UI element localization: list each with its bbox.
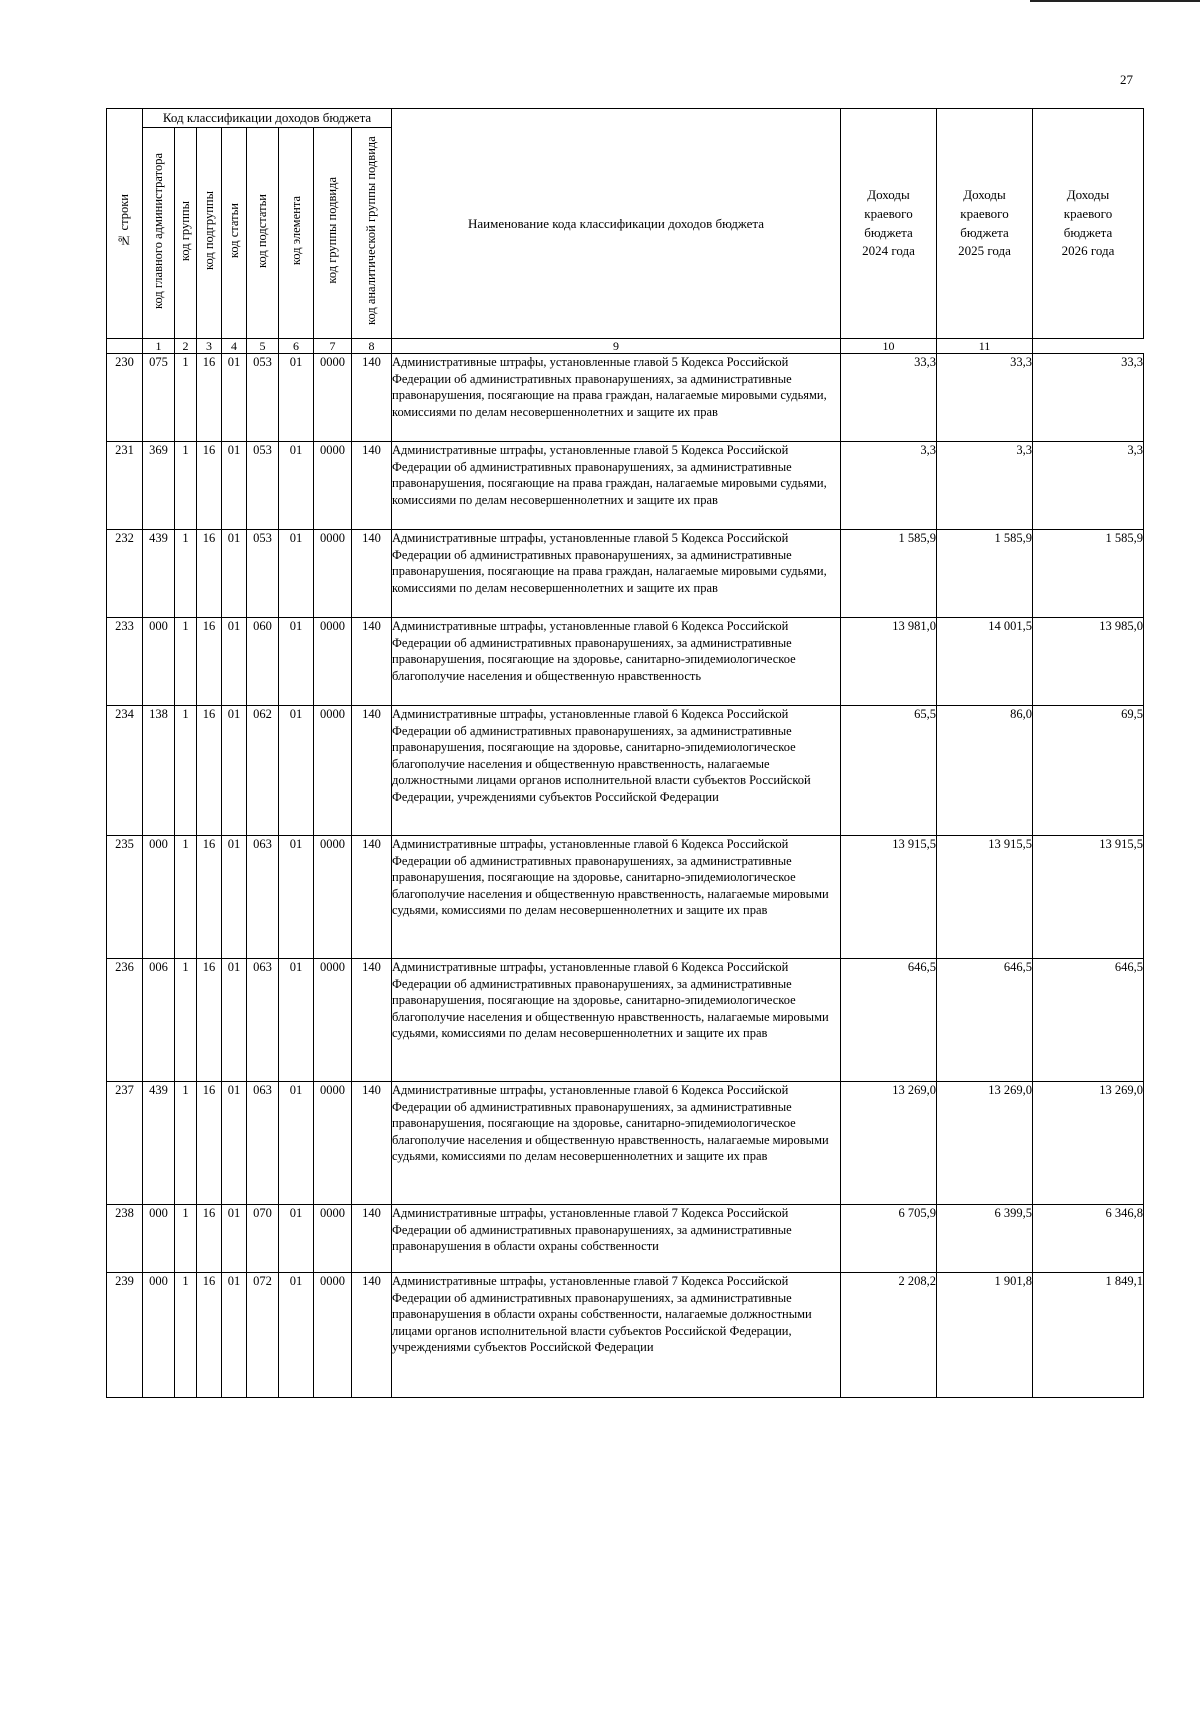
subtype-group-code: 0000 [314, 1082, 352, 1205]
revenue-code-name: Административные штрафы, установленные главой 6 Кодекса Российской Федерации об административных правонарушениях, за административные правонарушения, посягающие на здоровье, санитарно-эпидемиологическое благополучие населения и общественную нравственность, налагаемые мировыми судьями, комиссиями по делам несовершеннолетних и защите их прав [392, 1082, 841, 1205]
element-code-header: код элемента [279, 128, 314, 339]
subtype-group-code: 0000 [314, 530, 352, 618]
row-number-header: № строки [107, 109, 143, 339]
revenue-classification-table [106, 108, 1144, 1398]
revenue-code-name: Административные штрафы, установленные главой 6 Кодекса Российской Федерации об административных правонарушениях, за административные правонарушения, посягающие на здоровье, санитарно-эпидемиологическое благополучие населения и общественную нравственность [392, 618, 841, 706]
amount-2025: 646,5 [937, 959, 1033, 1082]
column-number: 4 [222, 339, 247, 354]
admin-code: 075 [143, 354, 175, 442]
table-row [107, 354, 1144, 442]
element-code: 01 [279, 530, 314, 618]
element-code: 01 [279, 836, 314, 959]
subtype-group-code-header: код группы подвида [314, 128, 352, 339]
subarticle-code: 062 [247, 706, 279, 836]
row-number: 233 [107, 618, 143, 706]
analytic-group-code: 140 [352, 354, 392, 442]
subarticle-code: 063 [247, 836, 279, 959]
revenue-code-name: Административные штрафы, установленные главой 5 Кодекса Российской Федерации об административных правонарушениях, за административные правонарушения, посягающие на права граждан, налагаемые мировыми судьями, комиссиями по делам несовершеннолетних и защите их прав [392, 530, 841, 618]
amount-2024: 3,3 [841, 442, 937, 530]
column-number: 5 [247, 339, 279, 354]
row-number: 237 [107, 1082, 143, 1205]
analytic-group-code: 140 [352, 442, 392, 530]
article-code: 01 [222, 1082, 247, 1205]
revenue-code-name: Административные штрафы, установленные главой 6 Кодекса Российской Федерации об административных правонарушениях, за административные правонарушения, посягающие на здоровье, санитарно-эпидемиологическое благополучие населения и общественную нравственность, налагаемые мировыми судьями, комиссиями по делам несовершеннолетних и защите их прав [392, 836, 841, 959]
group-code: 1 [175, 618, 197, 706]
amount-2025: 6 399,5 [937, 1205, 1033, 1273]
amount-2026: 646,5 [1033, 959, 1144, 1082]
amount-2026: 1 585,9 [1033, 530, 1144, 618]
amount-2026: 13 985,0 [1033, 618, 1144, 706]
analytic-group-code: 140 [352, 1273, 392, 1398]
subgroup-code-header: код подгруппы [197, 128, 222, 339]
revenue-code-name: Административные штрафы, установленные главой 6 Кодекса Российской Федерации об административных правонарушениях, за административные правонарушения, посягающие на здоровье, санитарно-эпидемиологическое благополучие населения и общественную нравственность, налагаемые должностными лицами органов исполнительной власти субъектов Российской Федерации, учреждениями субъектов Российской Федерации [392, 706, 841, 836]
group-code-header: код группы [175, 128, 197, 339]
amount-2025: 1 585,9 [937, 530, 1033, 618]
amount-2026: 33,3 [1033, 354, 1144, 442]
amount-2025: 13 915,5 [937, 836, 1033, 959]
table-row [107, 530, 1144, 618]
amount-2024: 13 915,5 [841, 836, 937, 959]
amount-2024: 6 705,9 [841, 1205, 937, 1273]
column-number: 10 [841, 339, 937, 354]
amount-2026: 13 269,0 [1033, 1082, 1144, 1205]
admin-code: 000 [143, 836, 175, 959]
revenue-code-name: Административные штрафы, установленные главой 6 Кодекса Российской Федерации об административных правонарушениях, за административные правонарушения, посягающие на здоровье, санитарно-эпидемиологическое благополучие населения и общественную нравственность, налагаемые мировыми судьями, комиссиями по делам несовершеннолетних и защите их прав [392, 959, 841, 1082]
subarticle-code: 070 [247, 1205, 279, 1273]
group-code: 1 [175, 836, 197, 959]
row-number: 231 [107, 442, 143, 530]
amount-2024: 13 269,0 [841, 1082, 937, 1205]
amount-2025: 33,3 [937, 354, 1033, 442]
element-code: 01 [279, 706, 314, 836]
amount-2026: 13 915,5 [1033, 836, 1144, 959]
subgroup-code: 16 [197, 1205, 222, 1273]
row-number: 230 [107, 354, 143, 442]
element-code: 01 [279, 1082, 314, 1205]
subgroup-code: 16 [197, 442, 222, 530]
revenue-code-name: Административные штрафы, установленные главой 7 Кодекса Российской Федерации об административных правонарушениях, за административные правонарушения в области охраны собственности [392, 1205, 841, 1273]
revenue-2024-header: Доходы краевого бюджета 2024 года [841, 109, 937, 339]
element-code: 01 [279, 354, 314, 442]
subarticle-code: 063 [247, 959, 279, 1082]
group-code: 1 [175, 1082, 197, 1205]
row-number: 232 [107, 530, 143, 618]
table-row [107, 1082, 1144, 1205]
row-number: 236 [107, 959, 143, 1082]
row-number: 238 [107, 1205, 143, 1273]
element-code: 01 [279, 959, 314, 1082]
admin-code: 000 [143, 618, 175, 706]
column-number: 6 [279, 339, 314, 354]
amount-2025: 1 901,8 [937, 1273, 1033, 1398]
admin-code: 439 [143, 530, 175, 618]
group-code: 1 [175, 1205, 197, 1273]
amount-2025: 14 001,5 [937, 618, 1033, 706]
subgroup-code: 16 [197, 530, 222, 618]
column-number: 1 [143, 339, 175, 354]
subarticle-code: 060 [247, 618, 279, 706]
subtype-group-code: 0000 [314, 442, 352, 530]
analytic-group-code: 140 [352, 836, 392, 959]
revenue-2025-header: Доходы краевого бюджета 2025 года [937, 109, 1033, 339]
article-code: 01 [222, 706, 247, 836]
subgroup-code: 16 [197, 618, 222, 706]
amount-2024: 646,5 [841, 959, 937, 1082]
column-number: 8 [352, 339, 392, 354]
subgroup-code: 16 [197, 959, 222, 1082]
analytic-group-code: 140 [352, 959, 392, 1082]
amount-2025: 3,3 [937, 442, 1033, 530]
column-number-row [107, 339, 1144, 354]
row-number: 239 [107, 1273, 143, 1398]
revenue-code-name: Административные штрафы, установленные главой 5 Кодекса Российской Федерации об административных правонарушениях, за административные правонарушения, посягающие на права граждан, налагаемые мировыми судьями, комиссиями по делам несовершеннолетних и защите их прав [392, 354, 841, 442]
article-code: 01 [222, 959, 247, 1082]
article-code: 01 [222, 530, 247, 618]
amount-2026: 6 346,8 [1033, 1205, 1144, 1273]
subgroup-code: 16 [197, 1273, 222, 1398]
table-row [107, 442, 1144, 530]
article-code-header: код статьи [222, 128, 247, 339]
table-row [107, 1205, 1144, 1273]
subtype-group-code: 0000 [314, 354, 352, 442]
admin-code: 439 [143, 1082, 175, 1205]
column-number: 2 [175, 339, 197, 354]
classification-code-group-header: Код классификации доходов бюджета [143, 109, 392, 128]
amount-2026: 69,5 [1033, 706, 1144, 836]
scan-edge-line [1030, 0, 1200, 2]
group-code: 1 [175, 959, 197, 1082]
amount-2024: 2 208,2 [841, 1273, 937, 1398]
table-row [107, 706, 1144, 836]
group-code: 1 [175, 354, 197, 442]
analytic-group-code-header: код аналитической группы подвида [352, 128, 392, 339]
revenue-code-name: Административные штрафы, установленные главой 7 Кодекса Российской Федерации об административных правонарушениях, за административные правонарушения в области охраны собственности, налагаемые должностными лицами органов исполнительной власти субъектов Российской Федерации, учреждениями субъектов Российской Федерации [392, 1273, 841, 1398]
column-number-blank [107, 339, 143, 354]
column-number: 9 [392, 339, 841, 354]
analytic-group-code: 140 [352, 618, 392, 706]
analytic-group-code: 140 [352, 1205, 392, 1273]
subarticle-code: 053 [247, 442, 279, 530]
table-row [107, 618, 1144, 706]
admin-code: 369 [143, 442, 175, 530]
group-code: 1 [175, 1273, 197, 1398]
subgroup-code: 16 [197, 1082, 222, 1205]
subarticle-code: 053 [247, 354, 279, 442]
revenue-2026-header: Доходы краевого бюджета 2026 года [1033, 109, 1144, 339]
name-column-header: Наименование кода классификации доходов бюджета [392, 109, 841, 339]
amount-2026: 1 849,1 [1033, 1273, 1144, 1398]
article-code: 01 [222, 354, 247, 442]
column-number: 11 [937, 339, 1033, 354]
analytic-group-code: 140 [352, 1082, 392, 1205]
subarticle-code: 072 [247, 1273, 279, 1398]
element-code: 01 [279, 1205, 314, 1273]
page-number: 27 [1120, 72, 1133, 87]
subgroup-code: 16 [197, 354, 222, 442]
table-body [107, 354, 1144, 1398]
subtype-group-code: 0000 [314, 1205, 352, 1273]
subtype-group-code: 0000 [314, 618, 352, 706]
group-code: 1 [175, 706, 197, 836]
subtype-group-code: 0000 [314, 959, 352, 1082]
article-code: 01 [222, 618, 247, 706]
article-code: 01 [222, 836, 247, 959]
amount-2024: 65,5 [841, 706, 937, 836]
admin-code: 000 [143, 1273, 175, 1398]
column-number: 7 [314, 339, 352, 354]
article-code: 01 [222, 442, 247, 530]
admin-code: 006 [143, 959, 175, 1082]
subtype-group-code: 0000 [314, 1273, 352, 1398]
subarticle-code: 063 [247, 1082, 279, 1205]
article-code: 01 [222, 1205, 247, 1273]
table-row [107, 959, 1144, 1082]
element-code: 01 [279, 442, 314, 530]
column-number: 3 [197, 339, 222, 354]
subtype-group-code: 0000 [314, 836, 352, 959]
row-number: 234 [107, 706, 143, 836]
analytic-group-code: 140 [352, 706, 392, 836]
amount-2024: 13 981,0 [841, 618, 937, 706]
subtype-group-code: 0000 [314, 706, 352, 836]
table-row [107, 836, 1144, 959]
article-code: 01 [222, 1273, 247, 1398]
revenue-code-name: Административные штрафы, установленные главой 5 Кодекса Российской Федерации об административных правонарушениях, за административные правонарушения, посягающие на права граждан, налагаемые мировыми судьями, комиссиями по делам несовершеннолетних и защите их прав [392, 442, 841, 530]
element-code: 01 [279, 618, 314, 706]
element-code: 01 [279, 1273, 314, 1398]
subarticle-code-header: код подстатьи [247, 128, 279, 339]
amount-2026: 3,3 [1033, 442, 1144, 530]
admin-code-header: код главного администратора [143, 128, 175, 339]
subarticle-code: 053 [247, 530, 279, 618]
admin-code: 138 [143, 706, 175, 836]
table-row [107, 1273, 1144, 1398]
row-number: 235 [107, 836, 143, 959]
subgroup-code: 16 [197, 836, 222, 959]
analytic-group-code: 140 [352, 530, 392, 618]
group-code: 1 [175, 530, 197, 618]
amount-2024: 33,3 [841, 354, 937, 442]
group-code: 1 [175, 442, 197, 530]
amount-2024: 1 585,9 [841, 530, 937, 618]
subgroup-code: 16 [197, 706, 222, 836]
admin-code: 000 [143, 1205, 175, 1273]
amount-2025: 86,0 [937, 706, 1033, 836]
amount-2025: 13 269,0 [937, 1082, 1033, 1205]
